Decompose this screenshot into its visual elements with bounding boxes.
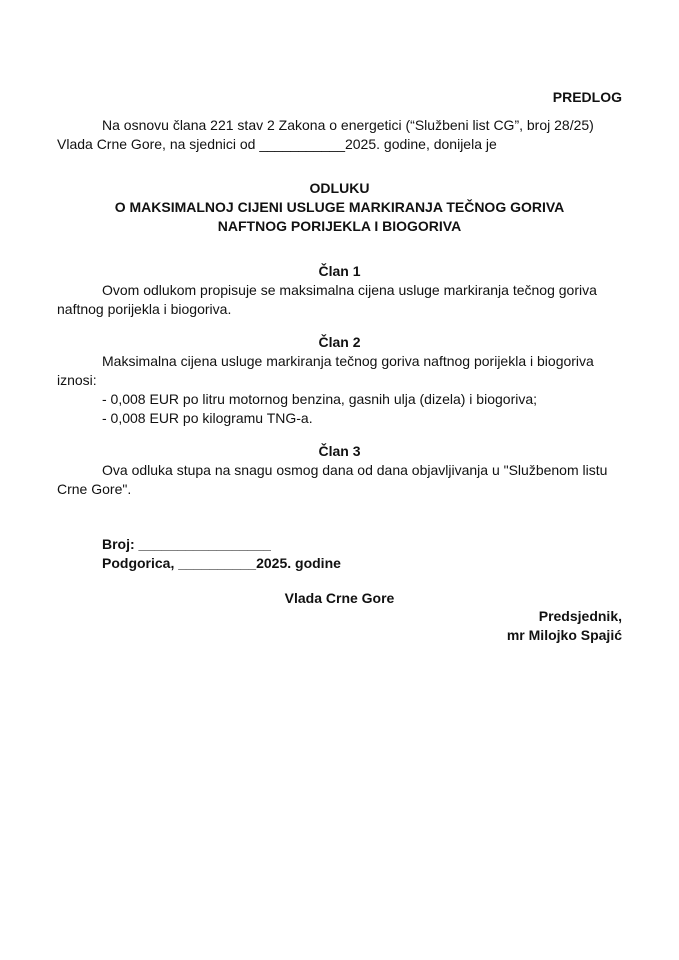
article-2-item-1: - 0,008 EUR po litru motornog benzina, gasnih ulja (dizela) i biogoriva;: [102, 391, 538, 407]
article-2-item-2: - 0,008 EUR po kilogramu TNG-a.: [102, 410, 313, 426]
article-2-heading: Član 2: [318, 334, 361, 350]
proposal-label: PREDLOG: [552, 89, 622, 105]
article-3-line-1: Ova odluka stupa na snagu osmog dana od dana objavljivanja u "Službenom listu: [102, 462, 608, 478]
decision-subtitle-line-2: NAFTNOG PORIJEKLA I BIOGORIVA: [217, 218, 462, 234]
article-1-line-2: naftnog porijekla i biogoriva.: [57, 301, 232, 317]
article-2-line-2: iznosi:: [57, 372, 97, 388]
preamble-line-2: Vlada Crne Gore, na sjednici od ___________2025. godine, donijela je: [57, 136, 497, 152]
decision-title: ODLUKU: [309, 180, 370, 196]
document-number: Broj: _________________: [102, 536, 271, 552]
preamble-line-1: Na osnovu člana 221 stav 2 Zakona o energetici (“Službeni list CG”, broj 28/25): [102, 117, 594, 133]
article-1-heading: Član 1: [318, 263, 361, 279]
signatory-name: mr Milojko Spajić: [506, 627, 622, 643]
article-1-line-1: Ovom odlukom propisuje se maksimalna cijena usluge markiranja tečnog goriva: [102, 282, 597, 298]
issuer-name: Vlada Crne Gore: [284, 590, 395, 606]
article-3-line-2: Crne Gore".: [57, 481, 132, 497]
place-and-date: Podgorica, __________2025. godine: [102, 555, 341, 571]
article-3-heading: Član 3: [318, 443, 361, 459]
decision-subtitle-line-1: O MAKSIMALNOJ CIJENI USLUGE MARKIRANJA TEČNOG GORIVA: [114, 199, 565, 215]
article-2-line-1: Maksimalna cijena usluge markiranja tečnog goriva naftnog porijekla i biogoriva: [102, 353, 594, 369]
signatory-title: Predsjednik,: [538, 608, 622, 624]
